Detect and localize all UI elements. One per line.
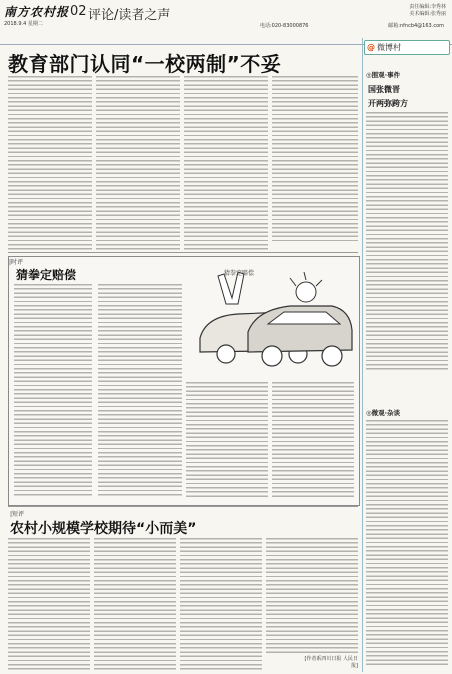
bottom-column [266, 538, 358, 654]
cartoon-illustration [186, 258, 356, 376]
feature-column [186, 382, 268, 498]
sidebar-section-heading: ◎微观·杂谈 [366, 409, 401, 417]
email-address: 邮箱:nfncb4@163.com [388, 23, 444, 29]
sidebar-section-heading: ◎围观·事件 [366, 71, 401, 79]
article-column [184, 76, 268, 252]
main-headline: 教育部门认同“一校两制”不妥 [8, 52, 282, 76]
bottom-credit: [作者系四川日报 人民日报] [304, 656, 358, 669]
issue-date: 2018.9.4 星期二 [4, 21, 43, 27]
feature-headline: 猜拳定赔偿 [16, 268, 77, 282]
weibo-village-banner [364, 40, 450, 55]
sidebar-text [366, 112, 448, 372]
article-column [272, 76, 358, 244]
feature-column [98, 284, 182, 498]
editor-credit: 美术编辑:张秀丽 [409, 11, 446, 17]
phone-number: 电话:020-83000876 [260, 23, 309, 29]
bottom-tag: |短评 [10, 511, 25, 518]
feature-tag: |时评 [9, 259, 24, 266]
feature-column [14, 284, 92, 498]
weibo-icon: @ [367, 43, 375, 52]
article-column [96, 76, 180, 252]
bottom-column [180, 538, 262, 670]
editor-credits [409, 4, 446, 18]
sidebar-story-title: 国张微晋 [368, 85, 400, 94]
editor-credit: 责任编辑:李秀林 [409, 4, 446, 10]
bottom-column [94, 538, 176, 670]
divider [8, 506, 358, 507]
sidebar-story-subtitle: 开两弥跨方 [368, 99, 408, 108]
section-title: 评论/读者之声 [88, 8, 171, 23]
page-number: 02 [70, 4, 87, 19]
cartoon-caption: 猜拳定赔偿 [224, 270, 255, 277]
weibo-label: 微博村 [377, 43, 401, 52]
sidebar-text [366, 420, 448, 668]
bottom-headline: 农村小规模学校期待“小而美” [10, 521, 197, 537]
divider [8, 252, 358, 253]
newspaper-logo: 南方农村报 [4, 5, 70, 19]
article-column [8, 76, 92, 252]
bottom-column [8, 538, 90, 670]
feature-column [272, 382, 354, 498]
